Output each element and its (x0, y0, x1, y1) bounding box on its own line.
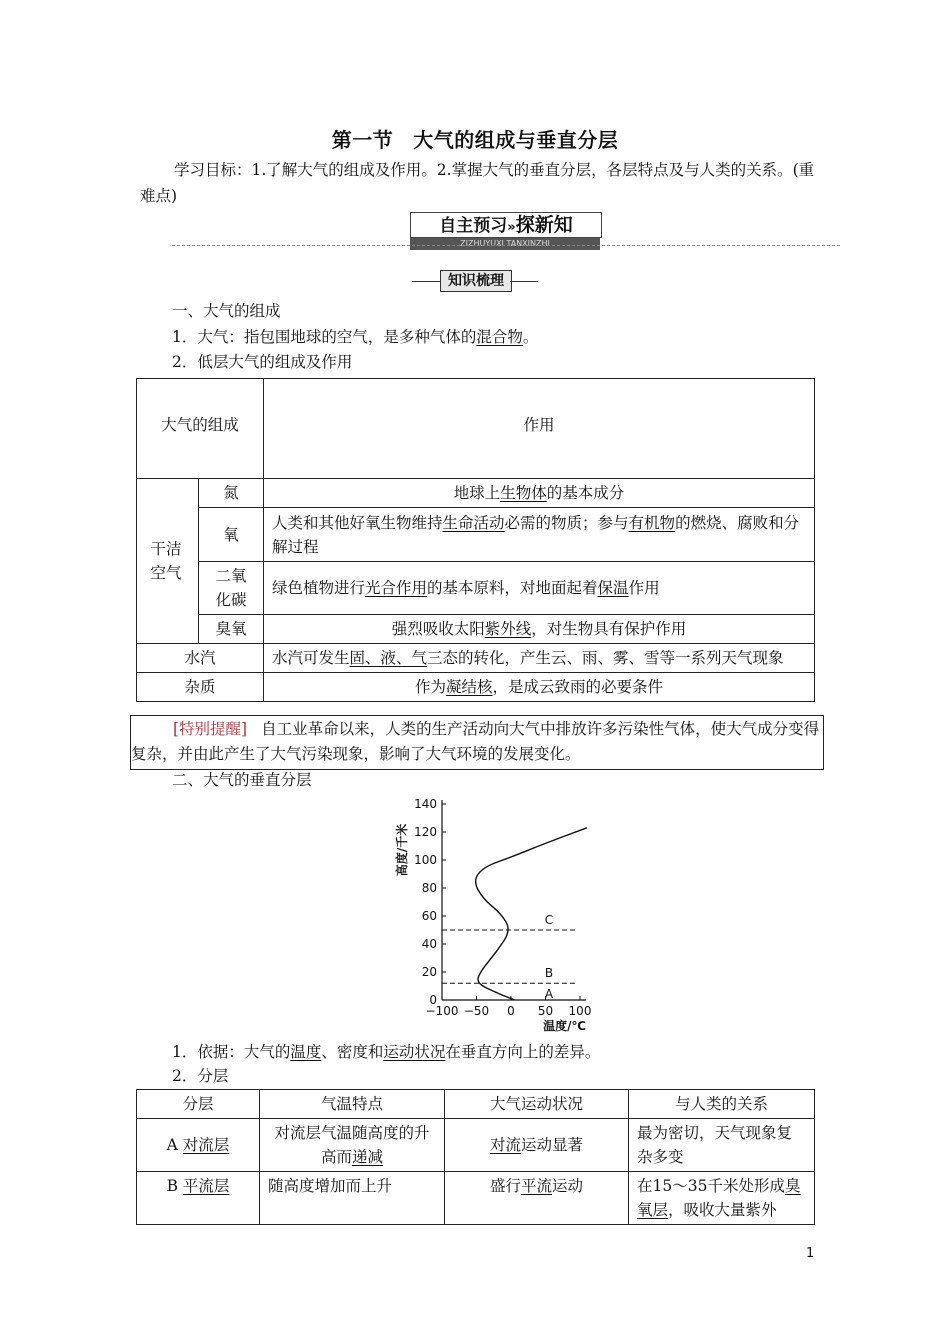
group-label: 干洁空气 (150, 540, 182, 582)
fn-answer: 生命活动 (442, 513, 505, 532)
part1-item2: 2．低层大气的组成及作用 (172, 353, 353, 371)
layer-label: C (544, 913, 554, 927)
layer-relation: 最为密切，天气现象复杂多变 (629, 1119, 815, 1172)
temp-text: 对流层气温随高度的升高而 (274, 1124, 430, 1166)
table-row (137, 1119, 815, 1172)
component-name: 杂质 (137, 673, 264, 702)
fn-text: 地球上 (453, 484, 501, 502)
header-function: 作用 (264, 379, 815, 479)
y-tick-label: 140 (414, 797, 437, 811)
banner-main: 自主预习 (439, 216, 508, 236)
x-tick-label: −100 (425, 1004, 459, 1018)
page-number: 1 (806, 1246, 815, 1261)
table-row (137, 615, 815, 644)
part1-heading: 一、大气的组成 (172, 302, 281, 320)
y-tick-label: 20 (421, 965, 437, 979)
table-row (137, 379, 815, 479)
composition-table (136, 378, 815, 702)
learning-goal: 学习目标：1.了解大气的组成及作用。2.掌握大气的垂直分层，各层特点及与人类的关系。(重难点) (140, 161, 815, 205)
fn-answer: 保温 (597, 579, 629, 597)
layers-table (136, 1089, 815, 1225)
basis-text: 1．依据：大气的 (172, 1043, 291, 1061)
header-composition: 大气的组成 (137, 379, 264, 479)
layer-motion (445, 1119, 629, 1172)
fn-answer: 光合作用 (365, 579, 428, 597)
motion-answer: 平流 (520, 1177, 552, 1195)
component-function (264, 673, 815, 702)
layer-label: A (544, 987, 554, 1001)
section-label: 知识梳理 (440, 270, 512, 292)
fn-answer: 生物体 (500, 484, 547, 502)
x-tick-label: −50 (463, 1004, 490, 1018)
layer-letter: B (166, 1177, 183, 1195)
part1-item1 (172, 325, 538, 349)
banner-divider (172, 245, 840, 246)
part2-heading: 二、大气的垂直分层 (172, 771, 312, 789)
group-dry-air (137, 479, 199, 644)
motion-text: 盛行 (489, 1177, 521, 1195)
fn-text: 人类和其他好氧生物维持 (272, 513, 443, 532)
banner-box (410, 212, 602, 238)
motion-answer: 对流 (489, 1136, 521, 1154)
section-rule-left (412, 281, 440, 282)
section-number: 第一节 (331, 128, 394, 152)
fn-text: 必需的物质；参与 (504, 513, 629, 532)
gas-function (264, 508, 815, 562)
layer-name (137, 1172, 260, 1225)
y-axis-label: 高度/千米 (395, 823, 409, 877)
header-relation: 与人类的关系 (629, 1090, 815, 1119)
header-layer: 分层 (137, 1090, 260, 1119)
fn-text: 强烈吸收太阳 (391, 620, 485, 638)
gas-function (264, 615, 815, 644)
temp-answer: 递减 (352, 1148, 384, 1166)
layer-temp (260, 1172, 445, 1225)
temperature-curve (476, 828, 587, 1000)
layer-answer: 对流层 (182, 1136, 230, 1154)
layer-letter: A (166, 1136, 183, 1154)
fn-text: 水汽可发生 (272, 649, 350, 667)
fn-text: ，对生物具有保护作用 (531, 620, 687, 638)
relation-text: ，吸收大量紫外 (668, 1201, 777, 1219)
y-tick-label: 0 (429, 993, 437, 1007)
gas-name-text: 二氧化碳 (215, 567, 247, 609)
layer-temp (260, 1119, 445, 1172)
relation-answer: 臭氧层 (637, 1177, 801, 1219)
table-row (137, 1172, 815, 1225)
fn-answer: 有机物 (628, 513, 676, 532)
item1-text: 1．大气：指包围地球的空气，是多种气体的 (172, 328, 477, 346)
layer-answer: 平流层 (182, 1177, 230, 1195)
header-motion: 大气运动状况 (445, 1090, 629, 1119)
layer-relation (629, 1172, 815, 1225)
gas-name: 臭氧 (199, 615, 264, 644)
part2-layers: 2．分层 (172, 1067, 229, 1085)
gas-name: 氮 (199, 479, 264, 508)
temperature-height-chart (380, 796, 610, 1036)
special-reminder (130, 715, 824, 770)
y-tick-label: 60 (421, 909, 437, 923)
reminder-text: 自工业革命以来，人类的生产活动向大气中排放许多污染性气体，使大气成分变得复杂，并由此产生了大气污染现象，影响了大气环境的发展变化。 (131, 720, 820, 763)
fn-text: 的基本原料，对地面起着 (427, 579, 598, 597)
x-tick-label: 0 (507, 1004, 515, 1018)
gas-function (264, 562, 815, 615)
banner-subtitle: ZIZHUYUXI TANXINZHI (410, 238, 600, 250)
relation-text: 在15～35千米处形成 (637, 1177, 785, 1195)
layer-label: B (544, 966, 554, 981)
item1-end: 。 (522, 328, 539, 346)
layer-motion (445, 1172, 629, 1225)
table-row (137, 508, 815, 562)
layer-name (137, 1119, 260, 1172)
fn-text: 绿色植物进行 (272, 579, 366, 597)
x-tick-label: 100 (568, 1004, 592, 1018)
x-tick-label: 50 (537, 1004, 554, 1018)
fn-text: 作为 (414, 678, 446, 696)
fn-answer: 紫外线 (484, 620, 532, 638)
section-label-box (412, 270, 538, 292)
part2-basis (172, 1040, 600, 1064)
section-name: 大气的组成与垂直分层 (413, 128, 619, 152)
x-axis-label: 温度/℃ (543, 1019, 586, 1033)
page-title (0, 124, 950, 153)
item1-answer: 混合物 (476, 328, 523, 346)
banner-arrow-icon: » (507, 220, 516, 235)
fn-answer: 固、液、气 (349, 649, 428, 667)
fn-text: 三态的转化，产生云、雨、雾、雪等一系列天气现象 (427, 649, 784, 667)
fn-answer: 凝结核 (445, 678, 493, 696)
gas-name: 氧 (199, 508, 264, 562)
component-function (264, 644, 815, 673)
fn-text: 作用 (628, 579, 660, 597)
reminder-tag: [特别提醒] (173, 720, 248, 738)
table-row (137, 1090, 815, 1119)
y-tick-label: 120 (414, 825, 437, 839)
y-tick-label: 100 (414, 853, 437, 867)
y-tick-label: 40 (421, 937, 437, 951)
table-row (137, 673, 815, 702)
table-row (137, 479, 815, 508)
table-row (137, 644, 815, 673)
basis-answer: 温度 (290, 1043, 322, 1061)
header-temp: 气温特点 (260, 1090, 445, 1119)
y-tick-label: 80 (421, 881, 437, 895)
gas-function (264, 479, 815, 508)
preview-banner (410, 212, 600, 246)
component-name: 水汽 (137, 644, 264, 673)
motion-text: 运动 (552, 1177, 584, 1195)
table-row (137, 562, 815, 615)
fn-text: 的燃烧、腐败和分解过程 (272, 513, 800, 556)
basis-answer: 运动状况 (383, 1043, 446, 1061)
gas-name (199, 562, 264, 615)
basis-text: 、密度和 (321, 1043, 384, 1061)
fn-text: ，是成云致雨的必要条件 (492, 678, 664, 696)
motion-text: 运动显著 (521, 1136, 584, 1154)
fn-text: 的基本成分 (546, 484, 625, 502)
section-rule-right (510, 281, 538, 282)
banner-strong: 探新知 (515, 214, 573, 236)
basis-text: 在垂直方向上的差异。 (445, 1043, 601, 1061)
temp-text: 随高度增加而上升 (268, 1177, 393, 1195)
